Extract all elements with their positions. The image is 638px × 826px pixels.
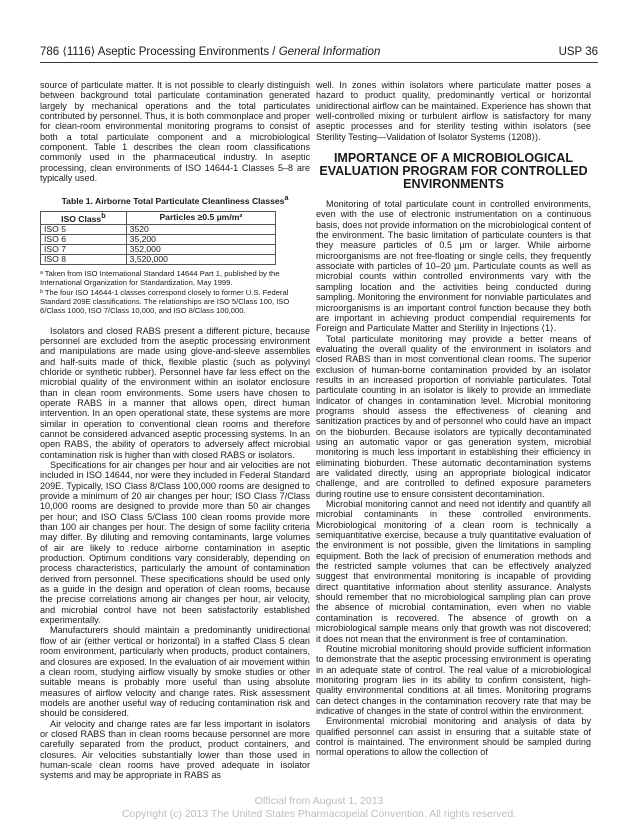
- paragraph: well. In zones within isolators where particulate matter poses a hazard to product quality, predominantly vertical or horizontal unidirectional airflow can be maintained. Experience has shown that well-controlled mixing or turbulent airflow is satisfactory for many aseptic processes and for sterility testing within isolators (see Sterility Testing—Validation of Isolator Systems ⟨1208⟩).: [316, 80, 591, 142]
- table-header-particles: Particles ≥0.5 µm/m³: [126, 211, 275, 224]
- header-left: [40, 44, 380, 60]
- left-column: [40, 80, 310, 781]
- table-cell: ISO 5: [41, 224, 127, 234]
- table-row: [41, 224, 276, 234]
- table-cell: ISO 8: [41, 254, 127, 264]
- table-cell: 3520: [126, 224, 275, 234]
- footnote-a: ᵃ Taken from ISO International Standard 14644 Part 1, published by the International Organization for Standardization, May 1999.: [40, 268, 280, 287]
- paragraph: Routine microbial monitoring should provide sufficient information to demonstrate that the aseptic processing environment is operating in an adequate state of control. The real value of a microbiological monitoring program lies in its ability to confirm consistent, high-quality environmental conditions at all times. Monitoring programs can detect changes in the contamination recovery rate that may be indicative of changes in the state of control within the environment.: [316, 643, 591, 716]
- table-cell: ISO 6: [41, 234, 127, 244]
- table-row: [41, 244, 276, 254]
- table-header-iso-class: ISO Class$^b$: [41, 211, 127, 224]
- table-cell: 352,000: [126, 244, 275, 254]
- table-cell: 3,520,000: [126, 254, 275, 264]
- table-cell: 35,200: [126, 234, 275, 244]
- watermark-line-1: Official from August 1, 2013: [254, 795, 384, 807]
- table-row: [41, 234, 276, 244]
- footnote-b: ᵇ The four ISO 14644-1 classes correspond closely to former U.S. Federal Standard 209E classifications. The relationships are ISO 5/Class 100, ISO 6/Class 1000, ISO 7/Class 10,000, and ISO 8/Class 100,000.: [40, 287, 290, 316]
- official-watermark: [0, 795, 638, 821]
- paragraph: source of particulate matter. It is not possible to clearly distinguish between background total particulate contamination generated largely by mechanical operations and the total particulates contributed by personnel. Thus, it is both commonplace and proper for clean-room environmental monitoring programs to consist of both a total particulate component and a microbiological component. Table 1 describes the clean room classifications commonly used in the pharmaceutical industry. In aseptic processing, clean environments of ISO 14644-1 Classes 5–8 are typically used.: [40, 80, 310, 184]
- paragraph: Manufacturers should maintain a predominantly unidirectional flow of air (either vertical or horizontal) in a staffed Class 5 clean room environment, particularly when products, product containers, and closures are exposed. In the evaluation of air movement within a clean room, studying airflow visually by smoke studies or other suitable means is probably more useful than using absolute measures of airflow velocity and change rates. Risk assessment models are another useful way of reducing contamination risk and should be considered.: [40, 625, 310, 719]
- page-header: [40, 44, 598, 63]
- table-title: Table 1. Airborne Total Particulate Cleanliness Classes$^a$: [61, 194, 289, 207]
- table-header-row: [41, 211, 276, 224]
- paragraph: Environmental microbial monitoring and analysis of data by qualified personnel can assist in ensuring that a suitable state of control is maintained. The environment should be sampled during normal operations to allow the collection of: [316, 716, 591, 758]
- right-column: [316, 80, 591, 758]
- section-heading: IMPORTANCE OF A MICROBIOLOGICAL EVALUATION PROGRAM FOR CONTROLLED ENVIRONMENTS: [319, 151, 588, 192]
- publication-label: USP 36: [558, 46, 598, 58]
- paragraph: Monitoring of total particulate count in controlled environments, even with the use of electronic instrumentation on a continuous basis, does not provide information on the microbiological content of the environment. The basic limitation of particulate counters is that they measure particles of 0.5 µm or larger. While airborne microorganisms are not free-floating or single cells, they frequently associate with particles of 10–20 µm. Particulate counts as well as microbial counts within controlled environments vary with the sampling location and the activities being conducted during sampling. Monitoring the environment for nonviable particulates and microorganisms is an important control function because they both are important in achieving product compendial requirements for Foreign and Particulate Matter and Sterility in Injections ⟨1⟩.: [316, 199, 591, 334]
- chapter-title: ⟨1116⟩ Aseptic Processing Environments /: [62, 46, 276, 58]
- particulate-classes-table: [40, 211, 276, 265]
- section-name: General Information: [278, 46, 381, 58]
- paragraph: Specifications for air changes per hour and air velocities are not included in ISO 14644, nor were they included in Federal Standard 209E. Typically, ISO Class 8/Class 100,000 rooms are designed to provide a minimum of 20 air changes per hour; ISO Class 7/Class 10,000 rooms are designed to provide more than 50 air changes per hour; and ISO Class 5/Class 100 clean rooms provide more than 100 air changes per hour. The design of some facility criteria may differ. By diluting and removing contaminants, large volumes of air are likely to reduce airborne contamination in aseptic production. Optimum conditions vary considerably, depending on process characteristics, particularly the amount of contamination derived from personnel. These specifications should be used only as a guide in the design and operation of clean rooms, because the precise correlations among air changes per hour, air velocity, and microbial control have not been satisfactorily established experimentally.: [40, 459, 310, 626]
- table-footnotes: [40, 269, 310, 316]
- paragraph: Isolators and closed RABS present a different picture, because personnel are excluded from the aseptic processing environment and manipulations are made using glove-and-sleeve assemblies and half-suits made of thick, flexible plastic (such as polyvinyl chloride or synthetic rubber). Personnel have far less effect on the microbial quality of the environment within an isolator enclosure than in clean room environments. Some users have chosen to operate RABS in a manner that allows open, direct human intervention. In an open operational state, these systems are more similar in operation to conventional clean rooms and therefore cannot be considered advanced aseptic processing systems. In an open RABS, the ability of operators to adversely affect microbial contamination risk is higher than with closed RABS or isolators.: [40, 325, 310, 460]
- paragraph: Total particulate monitoring may provide a better means of evaluating the overall quality of the environment in isolators and closed RABS than in most conventional clean rooms. The superior exclusion of human-borne contamination provided by an isolator results in an increased proportion of nonviable particulates. Total particulate counting in an isolator is likely to provide an immediate indicator of changes in contamination level. Microbial monitoring programs should assess the effectiveness of cleaning and sanitization practices by and of personnel who could have an impact on the bioburden. Because isolators are typically decontaminated using an automatic vapor or gas generation system, microbial monitoring is much less important in establishing their efficiency in eliminating bioburden. These automatic decontamination systems are validated directly, using an appropriate biological indicator challenge, and are controlled to defined exposure parameters during routine use to ensure consistent decontamination.: [316, 333, 591, 499]
- page-number: 786: [40, 46, 60, 58]
- watermark-line-2: Copyright (c) 2013 The United States Pharmacopeial Convention. All rights reserved.: [121, 808, 517, 820]
- table-row: [41, 254, 276, 264]
- table-cell: ISO 7: [41, 244, 127, 254]
- paragraph: Microbial monitoring cannot and need not identify and quantify all microbial contaminants in these controlled environments. Microbiological monitoring of a clean room is technically a semiquantitative exercise, because a truly quantitative evaluation of the environment is not possible, given the limitations in sampling equipment. Both the lack of precision of enumeration methods and the restricted sample volumes that can be effectively analyzed suggest that environmental monitoring is incapable of providing direct quantitative information about sterility assurance. Analysts should remember that no microbiological sampling plan can prove the absence of microbial contamination, even when no viable contamination is recovered. The absence of growth on a microbiological sample means only that growth was not discovered; it does not mean that the environment is free of contamination.: [316, 499, 591, 644]
- paragraph: Air velocity and change rates are far less important in isolators or closed RABS than in clean rooms because personnel are more carefully separated from the product, product containers, and closures. Air velocities substantially lower than those used in human-scale clean rooms have proved adequate in isolator systems and may be appropriate in RABS as: [40, 718, 310, 781]
